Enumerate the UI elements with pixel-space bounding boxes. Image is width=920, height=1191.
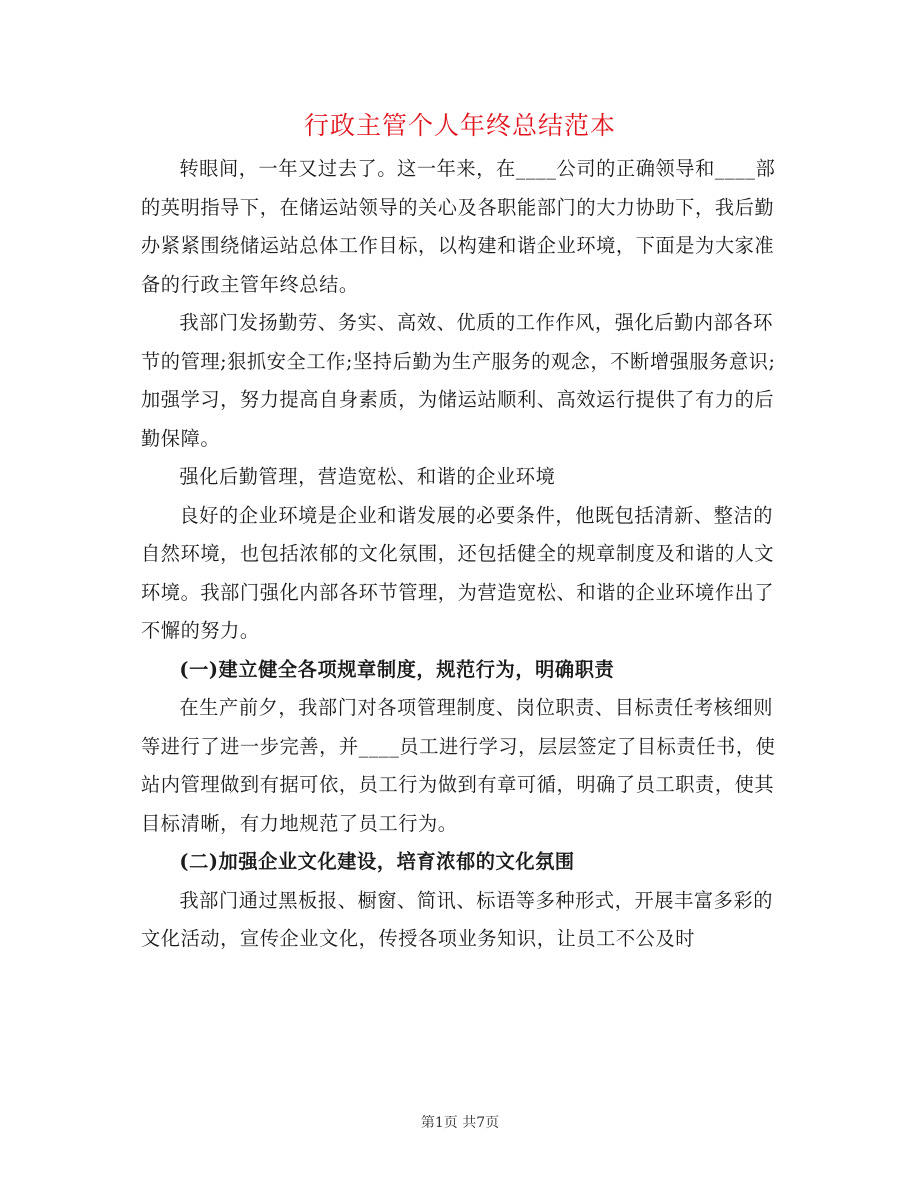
page-number: 第1页 共7页 [420, 1115, 500, 1131]
paragraph: 良好的企业环境是企业和谐发展的必要条件，他既包括清新、整洁的自然环境，也包括浓郁的文化氛围，还包括健全的规章制度及和谐的人文环境。我部门强化内部各环节管理，为营造宽松、和谐的企业环境作出了不懈的努力。 [141, 503, 775, 642]
section-heading: (一)建立健全各项规章制度，规范行为，明确职责 [179, 657, 615, 681]
document-title: 行政主管个人年终总结范本 [303, 111, 616, 140]
paragraph: 强化后勤管理，营造宽松、和谐的企业环境 [179, 465, 556, 488]
paragraph: 我部门发扬勤劳、务实、高效、优质的工作作风，强化后勤内部各环节的管理;狠抓安全工作;坚持后勤为生产服务的观念，不断增强服务意识;加强学习，努力提高自身素质，为储运站顺利、高效运行提供了有力的后勤保障。 [141, 311, 776, 450]
paragraph: 转眼间，一年又过去了。这一年来，在____公司的正确领导和____部的英明指导下，在储运站领导的关心及各职能部门的大力协助下，我后勤办紧紧围绕储运站总体工作目标，以构建和谐企业环境，下面是为大家准备的行政主管年终总结。 [141, 157, 776, 296]
document-body [141, 150, 781, 959]
paragraph: 我部门通过黑板报、橱窗、简讯、标语等多种形式，开展丰富多彩的文化活动，宣传企业文化，传授各项业务知识，让员工不公及时 [141, 888, 774, 950]
paragraph: 在生产前夕，我部门对各项管理制度、岗位职责、目标责任考核细则等进行了进一步完善，并____员工进行学习，层层签定了目标责任书，使站内管理做到有据可依，员工行为做到有章可循，明确了员工职责，使其目标清晰，有力地规范了员工行为。 [141, 696, 776, 835]
section-heading: (二)加强企业文化建设，培育浓郁的文化氛围 [179, 850, 575, 873]
